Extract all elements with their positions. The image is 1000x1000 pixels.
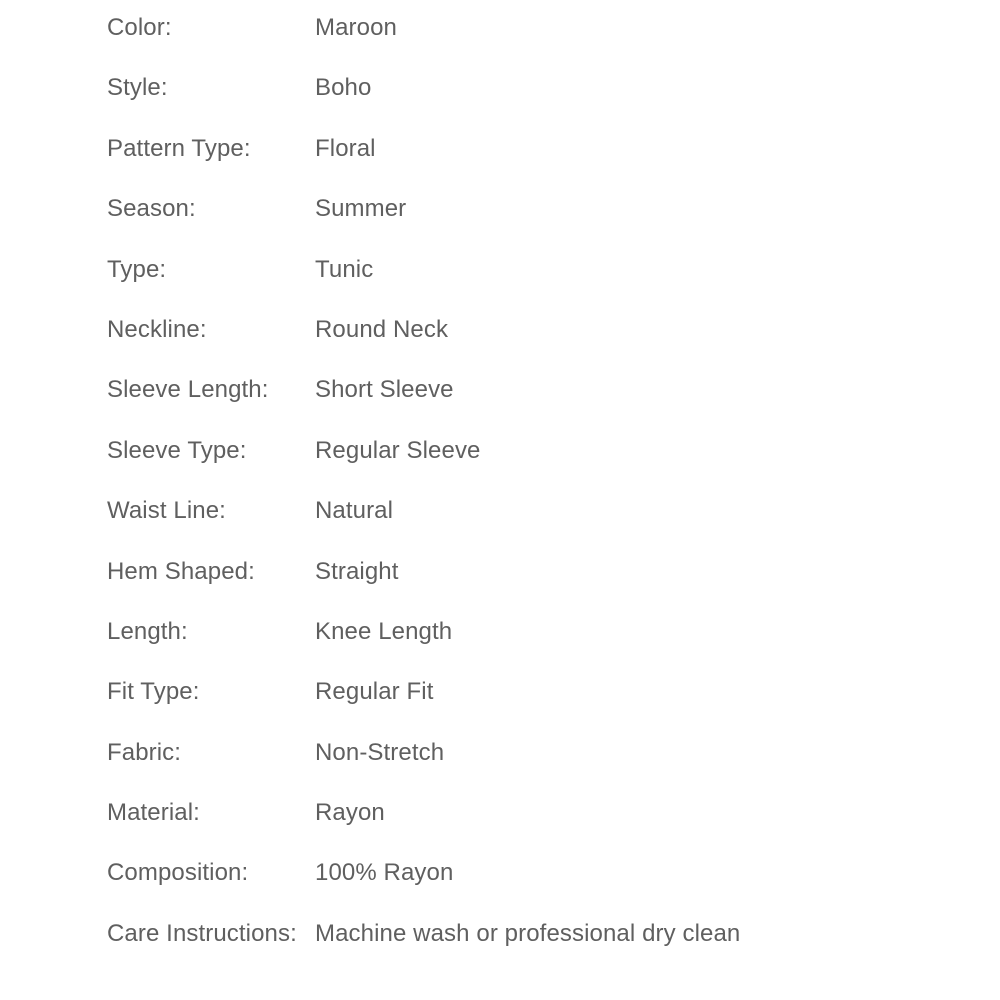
spec-row-care-instructions [107, 906, 967, 966]
spec-label: Material: [107, 799, 200, 827]
spec-label: Care Instructions: [107, 919, 297, 947]
spec-value: Rayon [315, 799, 385, 827]
spec-label: Sleeve Length: [107, 376, 269, 404]
spec-value: Tunic [315, 255, 374, 283]
spec-value: Floral [315, 134, 376, 162]
spec-row-hem-shaped [107, 544, 967, 604]
spec-value: Regular Fit [315, 678, 434, 706]
spec-row-pattern-type [107, 121, 967, 181]
spec-label: Sleeve Type: [107, 436, 247, 464]
spec-row-season [107, 181, 967, 241]
spec-label: Waist Line: [107, 497, 226, 525]
spec-label: Fabric: [107, 738, 182, 766]
spec-label: Style: [107, 74, 168, 102]
spec-row-composition [107, 845, 967, 905]
spec-value: Straight [315, 557, 399, 585]
spec-value: Round Neck [315, 315, 449, 343]
spec-value: Knee Length [315, 617, 453, 645]
spec-label: Color: [107, 14, 172, 41]
spec-value: Short Sleeve [315, 376, 454, 404]
spec-label: Length: [107, 617, 188, 645]
spec-value: Summer [315, 195, 407, 223]
spec-label: Neckline: [107, 315, 207, 343]
spec-label: Fit Type: [107, 678, 200, 706]
spec-row-type [107, 242, 967, 302]
spec-value: 100% Rayon [315, 859, 454, 887]
spec-value: Natural [315, 497, 394, 525]
spec-row-material [107, 785, 967, 845]
spec-row-waist-line [107, 483, 967, 543]
spec-row-sleeve-length [107, 362, 967, 422]
spec-row-neckline [107, 302, 967, 362]
spec-label: Season: [107, 195, 196, 223]
spec-row-length [107, 604, 967, 664]
spec-label: Type: [107, 255, 167, 283]
spec-row-fit-type [107, 664, 967, 724]
spec-value: Non-Stretch [315, 738, 445, 766]
spec-value: Machine wash or professional dry clean [315, 919, 741, 947]
spec-label: Hem Shaped: [107, 557, 255, 585]
spec-row-fabric [107, 725, 967, 785]
spec-label: Pattern Type: [107, 134, 251, 162]
spec-row-style [107, 60, 967, 120]
spec-row-sleeve-type [107, 423, 967, 483]
spec-value: Maroon [315, 14, 397, 41]
product-spec-table [107, 0, 967, 966]
spec-row-color [107, 0, 967, 60]
spec-value: Boho [315, 74, 372, 102]
spec-label: Composition: [107, 859, 249, 887]
spec-value: Regular Sleeve [315, 436, 481, 464]
